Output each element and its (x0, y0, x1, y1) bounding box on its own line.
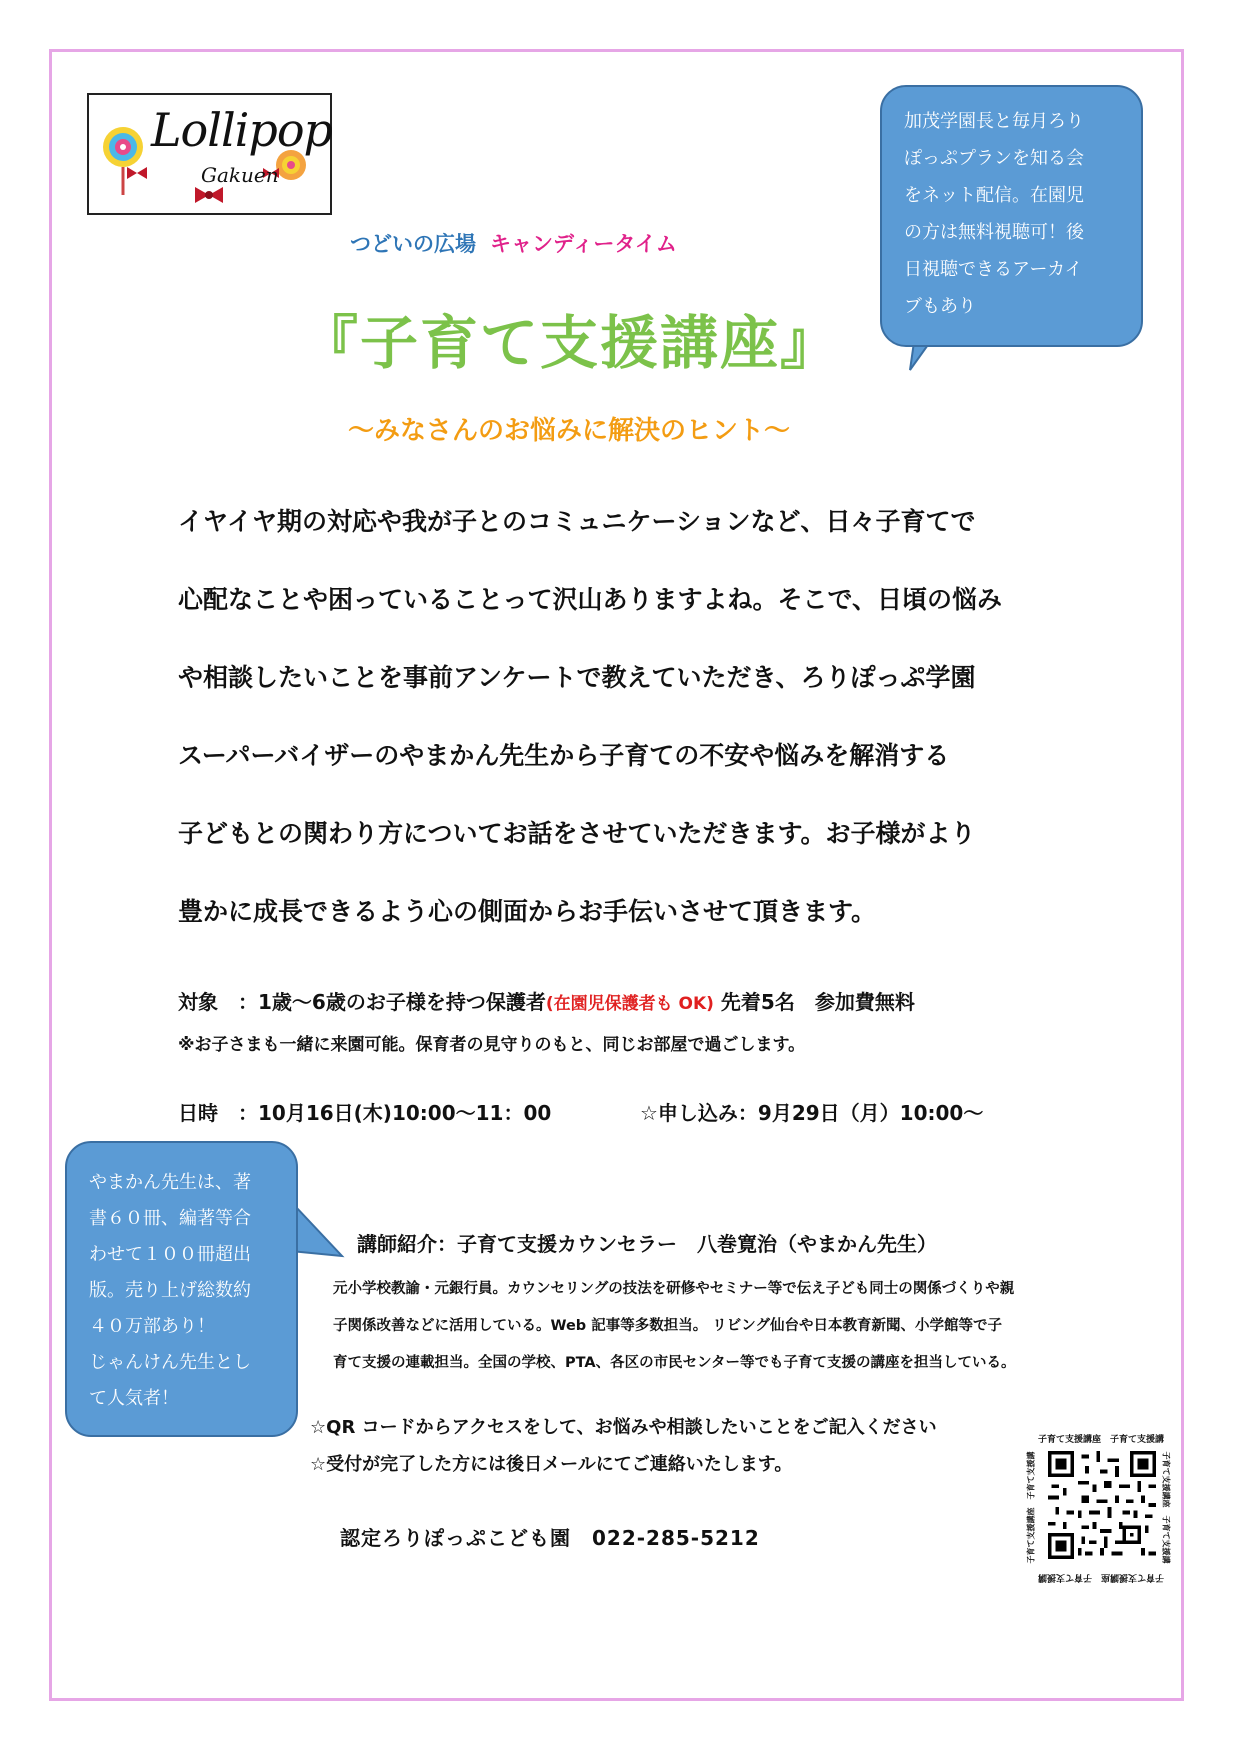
target-text: 対象 ：1歳～6歳のお子様を持つ保護者 (178, 990, 546, 1014)
bubble-line: 加茂学園長と毎月ろり (904, 111, 1084, 132)
application-start: ☆申し込み：9月29日（月）10:00～ (640, 1101, 984, 1125)
contact-info: 認定ろりぽっぷこども園 022-285-5212 (340, 1526, 760, 1550)
event-datetime: 日時 ：10月16日(木)10:00～11：00 (178, 1101, 552, 1125)
qr-caption-top: 子育て支援講座 子育て支援講 (1038, 1435, 1165, 1445)
qr-caption-bottom: 子育て支援講座 子育て支援講 (1038, 1572, 1165, 1582)
lecturer-line: 元小学校教諭・元銀行員。カウンセリングの技法を研修やセミナー等で伝え子ども同士の関係づくりや親 (333, 1281, 1015, 1297)
qr-caption-left: 子育て支援講座 子育て支援講 (1026, 1451, 1036, 1564)
qr-caption-right: 子育て支援講座 子育て支援講 (1161, 1451, 1171, 1564)
bubble-line: じゃんけん先生とし (89, 1352, 251, 1373)
description-line: スーパーバイザーのやまかん先生から子育ての不安や悩みを解消する (178, 741, 950, 770)
description-line: 心配なことや困っていることって沢山ありますよね。そこで、日頃の悩み (178, 585, 1003, 614)
lecturer-profile-bubble (65, 1141, 298, 1437)
bubble-line: ぽっぷプランを知る会 (904, 148, 1084, 169)
target-info (178, 986, 915, 1015)
bubble-line: の方は無料視聴可！後 (904, 222, 1084, 243)
logo-brand-text: Lollipop (151, 103, 332, 157)
logo-sub-text: Gakuen (201, 163, 279, 187)
qr-code[interactable] (1026, 1432, 1173, 1584)
bubble-line: て人気者！ (89, 1388, 179, 1409)
tagline: ～みなさんのお悩みに解決のヒント～ (348, 416, 791, 446)
confirmation-note: ☆受付が完了した方には後日メールにてご連絡いたします。 (310, 1454, 793, 1475)
bubble-line: 書６０冊、編著等合 (89, 1208, 251, 1229)
description-line: 子どもとの関わり方についてお話をさせていただきます。お子様がより (178, 819, 976, 848)
qr-instruction: ☆QR コードからアクセスをして、お悩みや相談したいことをご記入ください (310, 1417, 937, 1438)
bubble-line: をネット配信。在園児 (904, 185, 1084, 206)
event-place: つどいの広場 (350, 232, 476, 256)
description-line: や相談したいことを事前アンケートで教えていただき、ろりぽっぷ学園 (178, 663, 976, 692)
bubble-line: わせて１００冊超出 (89, 1244, 251, 1265)
description-paragraph (178, 483, 1078, 951)
companion-note: ※お子さまも一緒に来園可能。保育者の見守りのもと、同じお部屋で過ごします。 (178, 1035, 806, 1055)
bubble-line: 版。売り上げ総数約 (89, 1280, 251, 1301)
target-note: (在園児保護者も OK) (545, 994, 714, 1014)
lecturer-heading: 講師紹介：子育て支援カウンセラー 八巻寛治（やまかん先生） (357, 1232, 937, 1256)
description-line: イヤイヤ期の対応や我が子とのコミュニケーションなど、日々子育てで (178, 507, 976, 536)
lecturer-line: 子関係改善などに活用している。Web 記事等多数担当。 リビング仙台や日本教育新聞、小学館等で子 (333, 1318, 1002, 1334)
target-capacity: 先着5名 参加費無料 (720, 990, 915, 1014)
livestream-info-bubble (880, 85, 1143, 347)
page-title: 『子育て支援講座』 (300, 309, 841, 377)
bubble-line: ４０万部あり！ (89, 1316, 215, 1337)
event-name: キャンディータイム (490, 232, 677, 256)
event-subtitle (350, 228, 677, 258)
bubble-line: ブもあり (904, 296, 976, 317)
bubble-line: 日視聴できるアーカイ (904, 259, 1083, 280)
qr-code-icon (1048, 1450, 1156, 1560)
bubble-line: やまかん先生は、著 (89, 1172, 251, 1193)
lollipop-gakuen-logo (87, 93, 332, 215)
lecturer-description (333, 1271, 1016, 1382)
lecturer-line: 育て支援の連載担当。全国の学校、PTA、各区の市民センター等でも子育て支援の講座を担当している。 (333, 1355, 1016, 1371)
description-line: 豊かに成長できるよう心の側面からお手伝いさせて頂きます。 (178, 897, 877, 926)
